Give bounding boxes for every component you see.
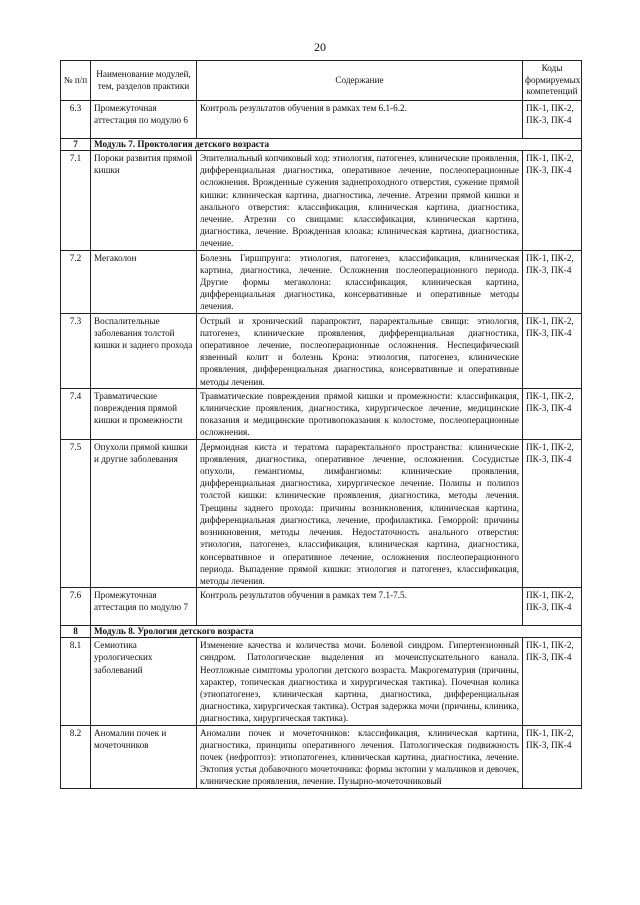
- row-num: 7.4: [61, 388, 91, 439]
- header-num: № п/п: [61, 61, 91, 101]
- row-content: Контроль результатов обучения в рамках тем 7.1-7.5.: [197, 588, 523, 626]
- row-name: Травматические повреждения прямой кишки и промежности: [91, 388, 197, 439]
- row-num: 6.3: [61, 101, 91, 139]
- row-name: Семиотика урологических заболеваний: [91, 638, 197, 725]
- row-name: Воспалительные заболевания толстой кишки и заднего прохода: [91, 313, 197, 388]
- row-num: 7.6: [61, 588, 91, 626]
- row-codes: ПК-1, ПК-2, ПК-3, ПК-4: [523, 101, 582, 139]
- table-row: [61, 588, 582, 626]
- row-content: Травматические повреждения прямой кишки и промежности: классификация, клинические проявления, диагностика, хирургическое лечение, медицинские показания и медицинские противопоказания к колостоме, послеоперационные осложнения.: [197, 388, 523, 439]
- module-num: 7: [61, 139, 91, 151]
- row-num: 7.2: [61, 250, 91, 313]
- row-num: 7.1: [61, 151, 91, 251]
- row-content: Дермоидная киста и тератома параректального пространства: клинические проявления, диагностика, оперативное лечение, осложнения. Сосудистые опухоли, гемангиомы, лимфангиомы: клинические проявления, дифференциальная диагностика, хирургическое лечение. Полипы и полипоз толстой кишки: клинические проявления, диагностика, методы лечения. Трещины заднего прохода: причины возникновения, клиническая картина, дифференциальная диагностика, лечение, профилактика. Геморрой: причины возникновения, методы лечения. Недостаточность анального отверстия: этиология, патогенез, классификация, клиническая картина, диагностика, консервативное и оперативное лечение, осложнения послеоперационного периода. Выпадение прямой кишки: этиология и патогенез, классификация, методы лечения.: [197, 439, 523, 587]
- row-num: 7.5: [61, 439, 91, 587]
- table-row: [61, 725, 582, 788]
- row-content: Изменение качества и количества мочи. Болевой синдром. Гипертензионный синдром. Патологические выделения из мочеиспускательного канала. Неотложные симптомы урологии детского возраста. Макрогематурия (причины, характер, топическая диагностика и хирургическая тактика). Почечная колика (этиопатогенез, клиническая картина, диагностика, дифференциальная диагностика, хирургическая тактика). Острая задержка мочи (причины, клиника, диагностика, хирургическая тактика).: [197, 638, 523, 725]
- row-codes: ПК-1, ПК-2, ПК-3, ПК-4: [523, 725, 582, 788]
- module-row: [61, 139, 582, 151]
- module-row: [61, 626, 582, 638]
- row-name: Промежуточная аттестация по модулю 6: [91, 101, 197, 139]
- table-row: [61, 250, 582, 313]
- row-codes: ПК-1, ПК-2, ПК-3, ПК-4: [523, 638, 582, 725]
- module-title: Модуль 7. Проктология детского возраста: [91, 139, 582, 151]
- header-content: Содержание: [197, 61, 523, 101]
- page-number: 20: [314, 40, 326, 54]
- row-codes: ПК-1, ПК-2, ПК-3, ПК-4: [523, 388, 582, 439]
- table-row: [61, 313, 582, 388]
- row-content: Аномалии почек и мочеточников: классификация, клиническая картина, диагностика, принципы оперативного лечения. Патологическая подвижность почек (нефроптоз): этиопатогенез, клиническая картина, диагностика, лечение. Эктопия устья добавочного мочеточника: формы эктопии у мальчиков и девочек, клинические проявления, лечение. Пузырно-мочеточниковый: [197, 725, 523, 788]
- table-row: [61, 388, 582, 439]
- row-name: Промежуточная аттестация по модулю 7: [91, 588, 197, 626]
- table-row: [61, 439, 582, 587]
- row-codes: ПК-1, ПК-2, ПК-3, ПК-4: [523, 250, 582, 313]
- curriculum-table: [60, 60, 582, 789]
- row-name: Аномалии почек и мочеточников: [91, 725, 197, 788]
- row-content: Острый и хронический парапроктит, параректальные свищи: этиология, патогенез, клинические проявления, дифференциальная диагностика, оперативное лечение, послеоперационные осложнения. Неспецифический язвенный колит и болезнь Крона: этиология, патогенез, клинические проявления, дифференциальная диагностика, консервативные и оперативные методы лечения.: [197, 313, 523, 388]
- row-codes: ПК-1, ПК-2, ПК-3, ПК-4: [523, 588, 582, 626]
- module-title: Модуль 8. Урология детского возраста: [91, 626, 582, 638]
- row-content: Эпителиальный копчиковый ход: этиология, патогенез, клинические проявления, дифференциальная диагностика, оперативное лечение, послеоперационные осложнения. Врожденные сужения заднепроходного отверстия, сужение прямой кишки: клиническая картина, диагностика, лечение. Атрезии прямой кишки и анального отверстия: классификация, клиническая картина, диагностика, лечение. Атрезии со свищами: классификация, клиническая картина, диагностика, лечение. Врожденная клоака: клиническая картина, диагностика, лечение.: [197, 151, 523, 251]
- table-row: [61, 638, 582, 725]
- table-header-row: [61, 61, 582, 101]
- row-num: 8.2: [61, 725, 91, 788]
- header-codes: Коды формируемых компетенций: [523, 61, 582, 101]
- row-content: Контроль результатов обучения в рамках тем 6.1-6.2.: [197, 101, 523, 139]
- row-num: 8.1: [61, 638, 91, 725]
- row-codes: ПК-1, ПК-2, ПК-3, ПК-4: [523, 439, 582, 587]
- row-name: Мегаколон: [91, 250, 197, 313]
- row-codes: ПК-1, ПК-2, ПК-3, ПК-4: [523, 313, 582, 388]
- table-row: [61, 101, 582, 139]
- table-row: [61, 151, 582, 251]
- row-name: Опухоли прямой кишки и другие заболевания: [91, 439, 197, 587]
- row-codes: ПК-1, ПК-2, ПК-3, ПК-4: [523, 151, 582, 251]
- row-content: Болезнь Гиршпрунга: этиология, патогенез, классификация, клиническая картина, диагностика, лечение. Осложнения послеоперационного периода. Другие формы мегаколона: классификация, клиническая картина, дифференциальная диагностика, консервативные и оперативные методы лечения.: [197, 250, 523, 313]
- module-num: 8: [61, 626, 91, 638]
- row-name: Пороки развития прямой кишки: [91, 151, 197, 251]
- row-num: 7.3: [61, 313, 91, 388]
- header-name: Наименование модулей, тем, разделов практики: [91, 61, 197, 101]
